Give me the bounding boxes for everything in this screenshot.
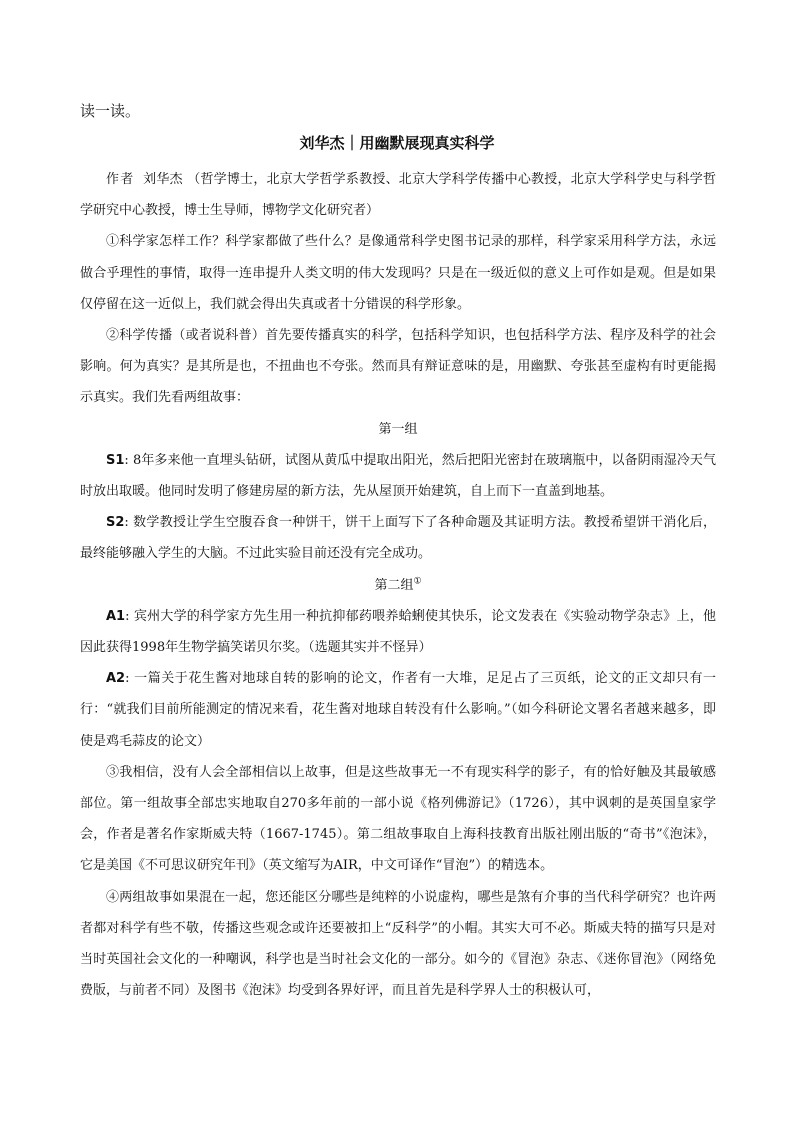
author-label: 作者: [106, 172, 135, 187]
group1-heading: 第一组: [378, 421, 418, 437]
article-title: 刘华杰｜用幽默展现真实科学: [299, 134, 495, 152]
a2-label: A2: [106, 671, 126, 687]
author-desc: （哲学博士，北京大学哲学系教授、北京大学科学传播中心教授，北京大学科学史与科学哲学研究中心教授，博士生导师，博物学文化研究者）: [80, 172, 716, 219]
story-s1: [80, 445, 716, 507]
author-line: [80, 164, 716, 226]
story-a2: [80, 663, 716, 757]
story-s2: [80, 507, 716, 569]
footnote-marker: ①: [413, 576, 422, 587]
group2-heading: 第二组: [374, 577, 414, 593]
article-body: [80, 164, 716, 1006]
a1-text: : 宾州大学的科学家方先生用一种抗抑郁药喂养蛤蜊使其快乐，论文发表在《实验动物学杂志》上，他因此获得1998年生物学搞笑诺贝尔奖。（选题其实并不怪异）: [80, 608, 716, 656]
paragraph-2: ②科学传播（或者说科普）首先要传播真实的科学，包括科学知识，也包括科学方法、程序及科学的社会影响。何为真实？是其所是也，不扭曲也不夸张。然而具有辩证意味的是，用幽默、夸张甚至虚构有时更能揭示真实。我们先看两组故事：: [80, 328, 716, 406]
a1-label: A1: [106, 608, 126, 624]
author-name: 刘华杰: [143, 172, 183, 187]
intro-text: 读一读。: [80, 102, 141, 120]
story-a1: [80, 601, 716, 663]
s1-label: S1: [106, 452, 125, 468]
paragraph-4: ④两组故事如果混在一起，您还能区分哪些是纯粹的小说虚构，哪些是煞有介事的当代科学研究？也许两者都对科学有些不敬，传播这些观念或许还要被扣上“反科学”的小帽。其实大可不必。斯威夫特的描写只是对当时英国社会文化的一种嘲讽，科学也是当时社会文化的一部分。如今的《冒泡》杂志、《迷你冒泡》（网络免费版，与前者不同）及图书《泡沫》均受到各界好评，而且首先是科学界人士的积极认可，: [80, 889, 716, 999]
s1-text: : 8年多来他一直埋头钻研，试图从黄瓜中提取出阳光，然后把阳光密封在玻璃瓶中，以备阴雨湿冷天气时放出取暖。他同时发明了修建房屋的新方法，先从屋顶开始建筑，自上而下一直盖到地基。: [80, 452, 716, 500]
a2-text: : 一篇关于花生酱对地球自转的影响的论文，作者有一大堆，足足占了三页纸，论文的正文却只有一行：“就我们目前所能测定的情况来看，花生酱对地球自转没有什么影响。”（如今科研论文署名者越来越多，即使是鸡毛蒜皮的论文）: [80, 671, 716, 749]
paragraph-1: ①科学家怎样工作？科学家都做了些什么？是像通常科学史图书记录的那样，科学家采用科学方法，永远做合乎理性的事情，取得一连串提升人类文明的伟大发现吗？只是在一级近似的意义上可作如是观。但是如果仅停留在这一近似上，我们就会得出失真或者十分错误的科学形象。: [80, 234, 716, 312]
s2-label: S2: [106, 515, 125, 531]
s2-text: : 数学教授让学生空腹吞食一种饼干，饼干上面写下了各种命题及其证明方法。教授希望饼干消化后，最终能够融入学生的大脑。不过此实验目前还没有完全成功。: [80, 515, 716, 562]
paragraph-3: ③我相信，没有人会全部相信以上故事，但是这些故事无一不有现实科学的影子，有的恰好触及其最敏感部位。第一组故事全部忠实地取自270多年前的一部小说《格列佛游记》（1726），其中讽刺的是英国皇家学会，作者是著名作家斯威夫特（1667-1745）。第二组故事取自上海科技教育出版社刚出版的“奇书”《泡沫》，它是美国《不可思议研究年刊》（英文缩写为AIR，中文可译作“冒泡”）的精选本。: [80, 764, 716, 874]
group2-heading-line: [80, 570, 716, 601]
